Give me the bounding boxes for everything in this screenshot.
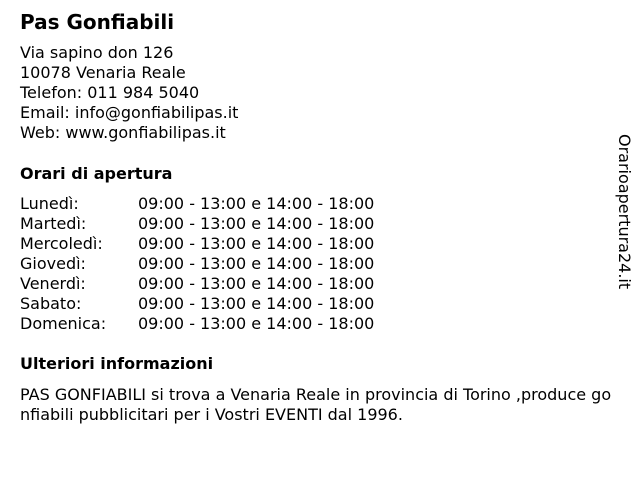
hours-row-tuesday — [20, 214, 420, 234]
time-range: 09:00 - 13:00 e 14:00 - 18:00 — [138, 194, 375, 213]
day-label: Sabato: — [20, 294, 82, 313]
address-city: 10078 Venaria Reale — [20, 63, 186, 82]
day-label: Martedì: — [20, 214, 87, 233]
phone-number: Telefon: 011 984 5040 — [20, 83, 200, 102]
contact-block — [20, 43, 238, 143]
website: Web: www.gonfiabilipas.it — [20, 123, 226, 142]
opening-hours-heading: Orari di apertura — [20, 164, 173, 183]
day-label: Venerdì: — [20, 274, 86, 293]
hours-row-saturday — [20, 294, 420, 314]
time-range: 09:00 - 13:00 e 14:00 - 18:00 — [138, 254, 375, 273]
time-range: 09:00 - 13:00 e 14:00 - 18:00 — [138, 214, 375, 233]
business-name: Pas Gonfiabili — [20, 10, 175, 34]
time-range: 09:00 - 13:00 e 14:00 - 18:00 — [138, 294, 375, 313]
day-label: Lunedì: — [20, 194, 79, 213]
day-label: Domenica: — [20, 314, 107, 333]
more-info-heading: Ulteriori informazioni — [20, 354, 214, 373]
hours-row-wednesday — [20, 234, 420, 254]
time-range: 09:00 - 13:00 e 14:00 - 18:00 — [138, 234, 375, 253]
hours-row-sunday — [20, 314, 420, 334]
hours-row-monday — [20, 194, 420, 214]
day-label: Giovedì: — [20, 254, 86, 273]
hours-row-friday — [20, 274, 420, 294]
time-range: 09:00 - 13:00 e 14:00 - 18:00 — [138, 274, 375, 293]
day-label: Mercoledì: — [20, 234, 103, 253]
address-street: Via sapino don 126 — [20, 43, 174, 62]
site-brand-vertical: Orarioapertura24.it — [615, 134, 634, 290]
hours-row-thursday — [20, 254, 420, 274]
email-address: Email: info@gonfiabilipas.it — [20, 103, 239, 122]
time-range: 09:00 - 13:00 e 14:00 - 18:00 — [138, 314, 375, 333]
opening-hours-table — [20, 194, 420, 334]
business-description: PAS GONFIABILI si trova a Venaria Reale in provincia di Torino ,produce gonfiabili pubblicitari per i Vostri EVENTI dal 1996. — [20, 385, 612, 424]
